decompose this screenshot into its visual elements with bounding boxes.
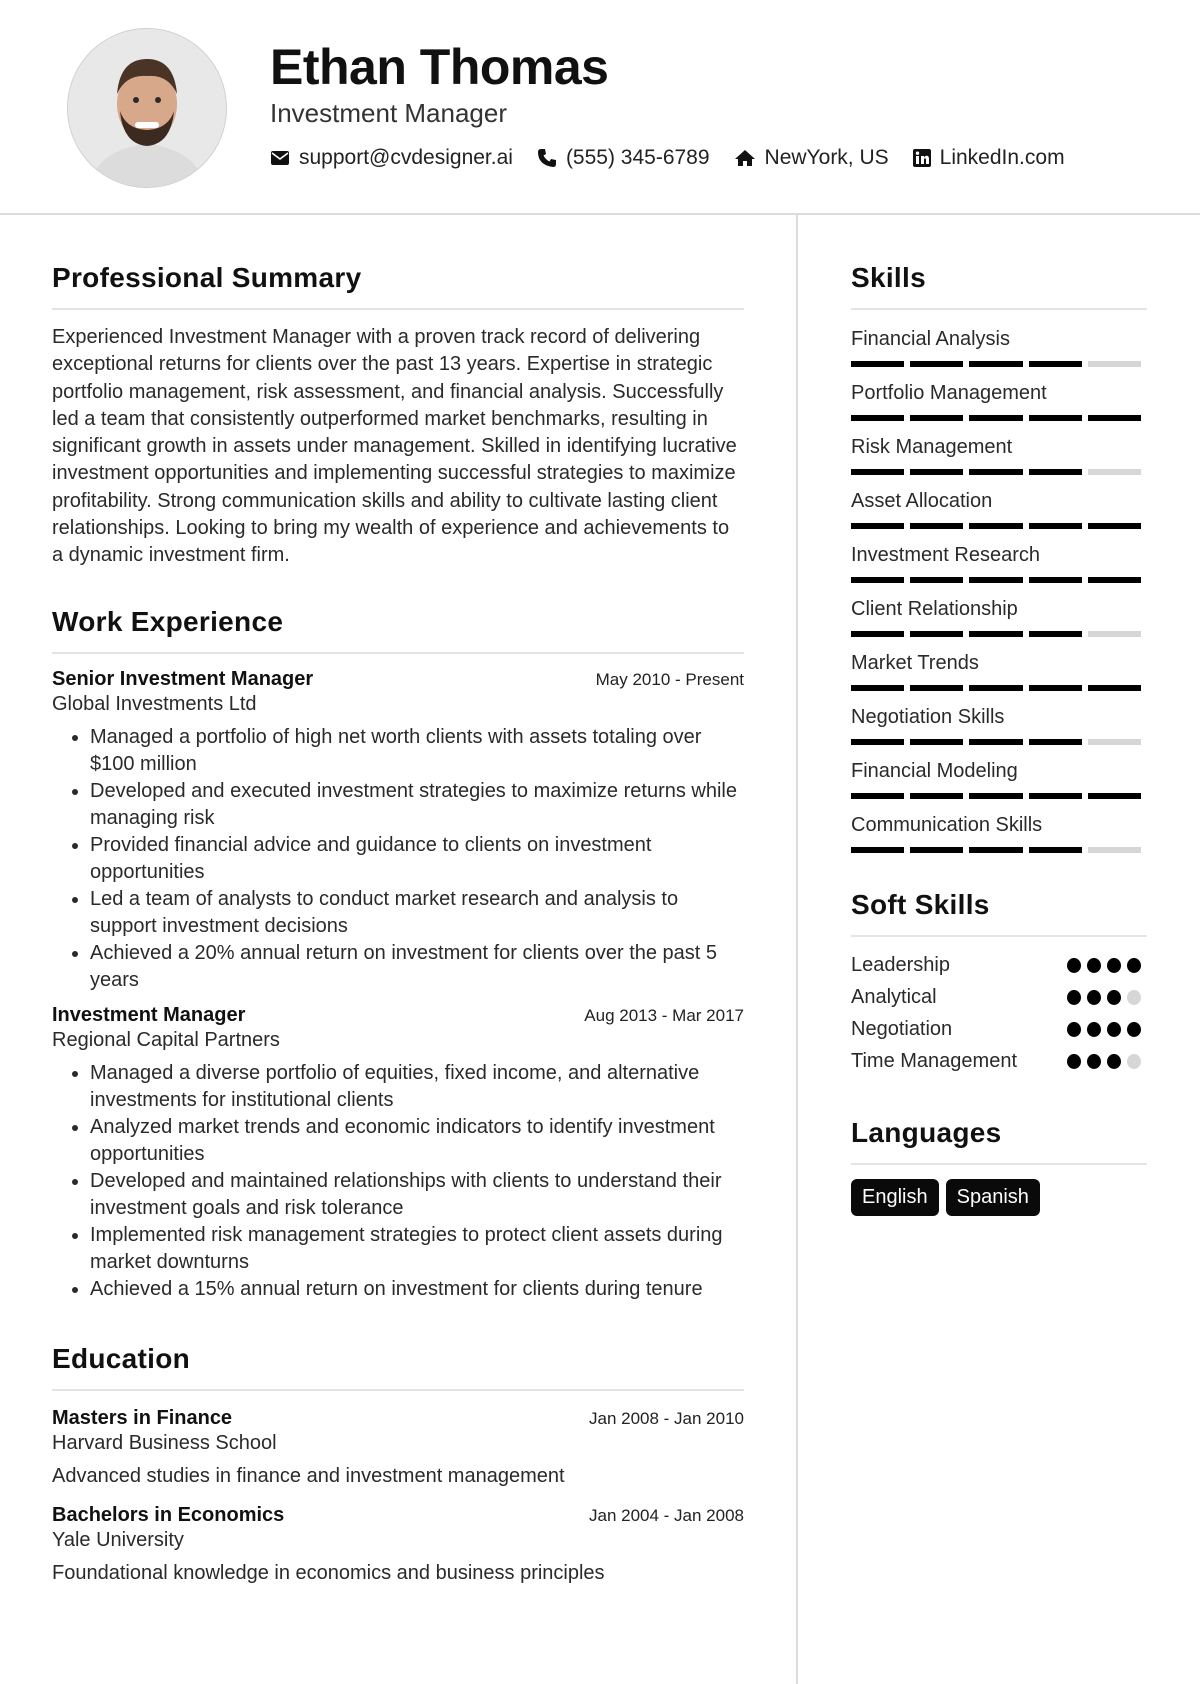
education-dates: Jan 2004 - Jan 2008	[588, 1505, 744, 1525]
rating-dot	[1127, 958, 1141, 973]
skill-level-bar	[851, 739, 1147, 745]
linkedin-icon	[913, 149, 931, 167]
rating-dot	[1067, 1022, 1081, 1037]
skill-item	[851, 758, 1147, 799]
job-role: Senior Investment Manager	[52, 667, 314, 690]
rating-dot	[1127, 1022, 1141, 1037]
skill-level-segment	[1088, 577, 1141, 583]
job-entry	[52, 1004, 744, 1303]
degree: Bachelors in Economics	[52, 1503, 285, 1526]
skill-level-segment	[851, 577, 904, 583]
skill-level-segment	[1029, 685, 1082, 691]
skill-level-bar	[851, 631, 1147, 637]
skill-level-segment	[851, 361, 904, 367]
rating-dot	[1087, 1054, 1101, 1069]
skill-name: Risk Management	[851, 436, 1013, 458]
skill-item	[851, 542, 1147, 583]
summary-heading: Professional Summary	[52, 262, 744, 310]
rating-dot	[1067, 990, 1081, 1005]
skill-name: Client Relationship	[851, 598, 1018, 620]
job-bullets	[52, 724, 744, 994]
skill-name: Investment Research	[851, 544, 1040, 566]
education-entry	[52, 1504, 744, 1585]
skill-level-bar	[851, 469, 1147, 475]
school: Harvard Business School	[52, 1431, 277, 1454]
soft-skill-name: Negotiation	[851, 1018, 953, 1040]
job-bullet: • Managed a diverse portfolio of equities, fixed income, and alternative investments for institutional clients	[90, 1060, 744, 1114]
avatar	[67, 28, 227, 188]
job-entry	[52, 668, 744, 994]
skill-name: Market Trends	[851, 652, 979, 674]
soft-skill-item	[851, 1047, 1147, 1075]
skill-item	[851, 434, 1147, 475]
skill-level-segment	[1088, 469, 1141, 475]
skill-level-segment	[1088, 685, 1141, 691]
resume-header	[0, 0, 1200, 215]
job-bullet: • Managed a portfolio of high net worth clients with assets totaling over $100 million	[90, 724, 744, 778]
skill-level-segment	[1029, 469, 1082, 475]
skill-level-bar	[851, 361, 1147, 367]
contact-email[interactable]	[270, 146, 513, 170]
soft-skill-name: Analytical	[851, 986, 937, 1008]
education-entry	[52, 1407, 744, 1488]
job-bullet: • Achieved a 20% annual return on investment for clients over the past 5 years	[90, 940, 744, 994]
skill-level-segment	[851, 469, 904, 475]
soft-skill-name: Time Management	[851, 1050, 1017, 1072]
skill-level-segment	[1088, 847, 1141, 853]
sidebar-column	[851, 262, 1147, 1216]
skill-level-segment	[851, 739, 904, 745]
skill-item	[851, 704, 1147, 745]
soft-skill-name: Leadership	[851, 954, 950, 976]
skill-level-segment	[969, 847, 1022, 853]
skill-level-segment	[851, 631, 904, 637]
skill-level-bar	[851, 793, 1147, 799]
job-bullet: • Achieved a 15% annual return on investment for clients during tenure	[90, 1276, 744, 1303]
soft-skill-item	[851, 1015, 1147, 1043]
skill-level-segment	[910, 361, 963, 367]
job-bullet: • Analyzed market trends and economic indicators to identify investment opportunities	[90, 1114, 744, 1168]
degree: Masters in Finance	[52, 1406, 233, 1429]
job-bullet: • Provided financial advice and guidance to clients on investment opportunities	[90, 832, 744, 886]
languages-list	[851, 1179, 1147, 1216]
soft-skill-rating	[1067, 951, 1147, 973]
skill-level-segment	[851, 685, 904, 691]
skill-level-bar	[851, 685, 1147, 691]
skill-level-segment	[1029, 847, 1082, 853]
skill-level-segment	[910, 739, 963, 745]
contact-email-text: support@cvdesigner.ai	[299, 146, 513, 169]
skill-level-bar	[851, 523, 1147, 529]
rating-dot	[1107, 1054, 1121, 1069]
job-company: Global Investments Ltd	[52, 692, 257, 715]
contact-phone[interactable]	[537, 146, 710, 170]
rating-dot	[1107, 1022, 1121, 1037]
skill-item	[851, 596, 1147, 637]
rating-dot	[1127, 1054, 1141, 1069]
skill-level-segment	[1029, 631, 1082, 637]
skill-level-segment	[1029, 739, 1082, 745]
skill-level-segment	[969, 793, 1022, 799]
skill-level-segment	[969, 415, 1022, 421]
skill-level-segment	[910, 415, 963, 421]
education-description: Advanced studies in finance and investment management	[52, 1464, 565, 1487]
skill-level-segment	[910, 469, 963, 475]
envelope-icon	[270, 150, 290, 166]
soft-skill-rating	[1067, 983, 1147, 1005]
summary-text: Experienced Investment Manager with a proven track record of delivering exceptional returns for clients over the past 13 years. Expertise in strategic portfolio management, risk assessment, and financial analysis. Successfully led a team that consistently outperformed market benchmarks, resulting in significant growth in assets under management. Skilled in identifying lucrative investment opportunities and implementing successful strategies to maximize profitability. Strong communication skills and ability to cultivate lasting client relationships. Looking to bring my wealth of experience and achievements to a dynamic investment firm.	[52, 326, 737, 567]
skill-level-segment	[910, 523, 963, 529]
skill-level-segment	[1088, 523, 1141, 529]
education-heading: Education	[52, 1343, 744, 1391]
contact-location-text: NewYork, US	[764, 146, 889, 169]
soft-skills-heading: Soft Skills	[851, 889, 1147, 937]
rating-dot	[1107, 990, 1121, 1005]
skill-level-segment	[910, 577, 963, 583]
skill-level-segment	[969, 469, 1022, 475]
skill-name: Negotiation Skills	[851, 706, 1005, 728]
skill-name: Asset Allocation	[851, 490, 993, 512]
phone-icon	[537, 148, 557, 168]
soft-skill-rating	[1067, 1015, 1147, 1037]
skill-name: Portfolio Management	[851, 382, 1047, 404]
skill-name: Financial Modeling	[851, 760, 1018, 782]
skill-level-segment	[1088, 739, 1141, 745]
job-bullet: • Developed and executed investment strategies to maximize returns while managing risk	[90, 778, 744, 832]
job-bullet: • Implemented risk management strategies to protect client assets during market downturns	[90, 1222, 744, 1276]
skill-level-segment	[851, 415, 904, 421]
contact-phone-text: (555) 345-6789	[565, 146, 710, 169]
column-divider	[796, 214, 798, 1684]
skill-level-segment	[969, 631, 1022, 637]
skill-level-bar	[851, 415, 1147, 421]
job-bullet: • Led a team of analysts to conduct market research and analysis to support investment decisions	[90, 886, 744, 940]
language-tag: Spanish	[946, 1179, 1040, 1216]
rating-dot	[1107, 958, 1121, 973]
job-role: Investment Manager	[52, 1003, 246, 1026]
skill-level-segment	[910, 631, 963, 637]
skill-level-segment	[1088, 361, 1141, 367]
skill-level-segment	[969, 361, 1022, 367]
skill-level-bar	[851, 847, 1147, 853]
skill-item	[851, 650, 1147, 691]
education-description: Foundational knowledge in economics and business principles	[52, 1561, 605, 1584]
contact-bar	[270, 146, 1089, 170]
skill-level-segment	[910, 685, 963, 691]
skill-level-segment	[969, 523, 1022, 529]
rating-dot	[1067, 958, 1081, 973]
skill-level-segment	[1029, 361, 1082, 367]
soft-skill-item	[851, 983, 1147, 1011]
skill-level-segment	[1088, 631, 1141, 637]
skill-level-segment	[969, 685, 1022, 691]
soft-skills-list	[851, 951, 1147, 1075]
contact-linkedin[interactable]	[913, 146, 1065, 170]
skills-heading: Skills	[851, 262, 1147, 310]
job-bullets	[52, 1060, 744, 1303]
skill-level-segment	[910, 847, 963, 853]
skill-level-bar	[851, 577, 1147, 583]
job-dates: May 2010 - Present	[595, 669, 744, 689]
job-company: Regional Capital Partners	[52, 1028, 280, 1051]
soft-skill-rating	[1067, 1047, 1147, 1069]
skills-list	[851, 326, 1147, 853]
skill-item	[851, 380, 1147, 421]
skill-level-segment	[851, 523, 904, 529]
skill-level-segment	[1029, 415, 1082, 421]
education-dates: Jan 2008 - Jan 2010	[588, 1408, 744, 1428]
skill-item	[851, 812, 1147, 853]
rating-dot	[1087, 990, 1101, 1005]
profile-photo	[68, 29, 226, 187]
skill-level-segment	[910, 793, 963, 799]
skill-name: Communication Skills	[851, 814, 1043, 836]
rating-dot	[1127, 990, 1141, 1005]
skill-item	[851, 488, 1147, 529]
experience-heading: Work Experience	[52, 606, 744, 654]
skill-level-segment	[1088, 793, 1141, 799]
skill-name: Financial Analysis	[851, 328, 1010, 350]
contact-linkedin-text: LinkedIn.com	[939, 146, 1065, 169]
job-bullet: • Developed and maintained relationships with clients to understand their investment goals and risk tolerance	[90, 1168, 744, 1222]
skill-level-segment	[969, 577, 1022, 583]
rating-dot	[1067, 1054, 1081, 1069]
skill-level-segment	[1029, 523, 1082, 529]
skill-level-segment	[1029, 577, 1082, 583]
main-column	[52, 262, 744, 1585]
skill-level-segment	[1029, 793, 1082, 799]
languages-heading: Languages	[851, 1117, 1147, 1165]
skill-level-segment	[851, 793, 904, 799]
school: Yale University	[52, 1528, 184, 1551]
skill-item	[851, 326, 1147, 367]
home-icon	[734, 149, 756, 167]
contact-location[interactable]	[734, 146, 889, 170]
soft-skill-item	[851, 951, 1147, 979]
rating-dot	[1087, 1022, 1101, 1037]
candidate-title: Investment Manager	[270, 98, 508, 128]
skill-level-segment	[1088, 415, 1141, 421]
job-dates: Aug 2013 - Mar 2017	[584, 1005, 744, 1025]
candidate-name: Ethan Thomas	[270, 39, 609, 95]
skill-level-segment	[969, 739, 1022, 745]
rating-dot	[1087, 958, 1101, 973]
skill-level-segment	[851, 847, 904, 853]
language-tag: English	[851, 1179, 939, 1216]
